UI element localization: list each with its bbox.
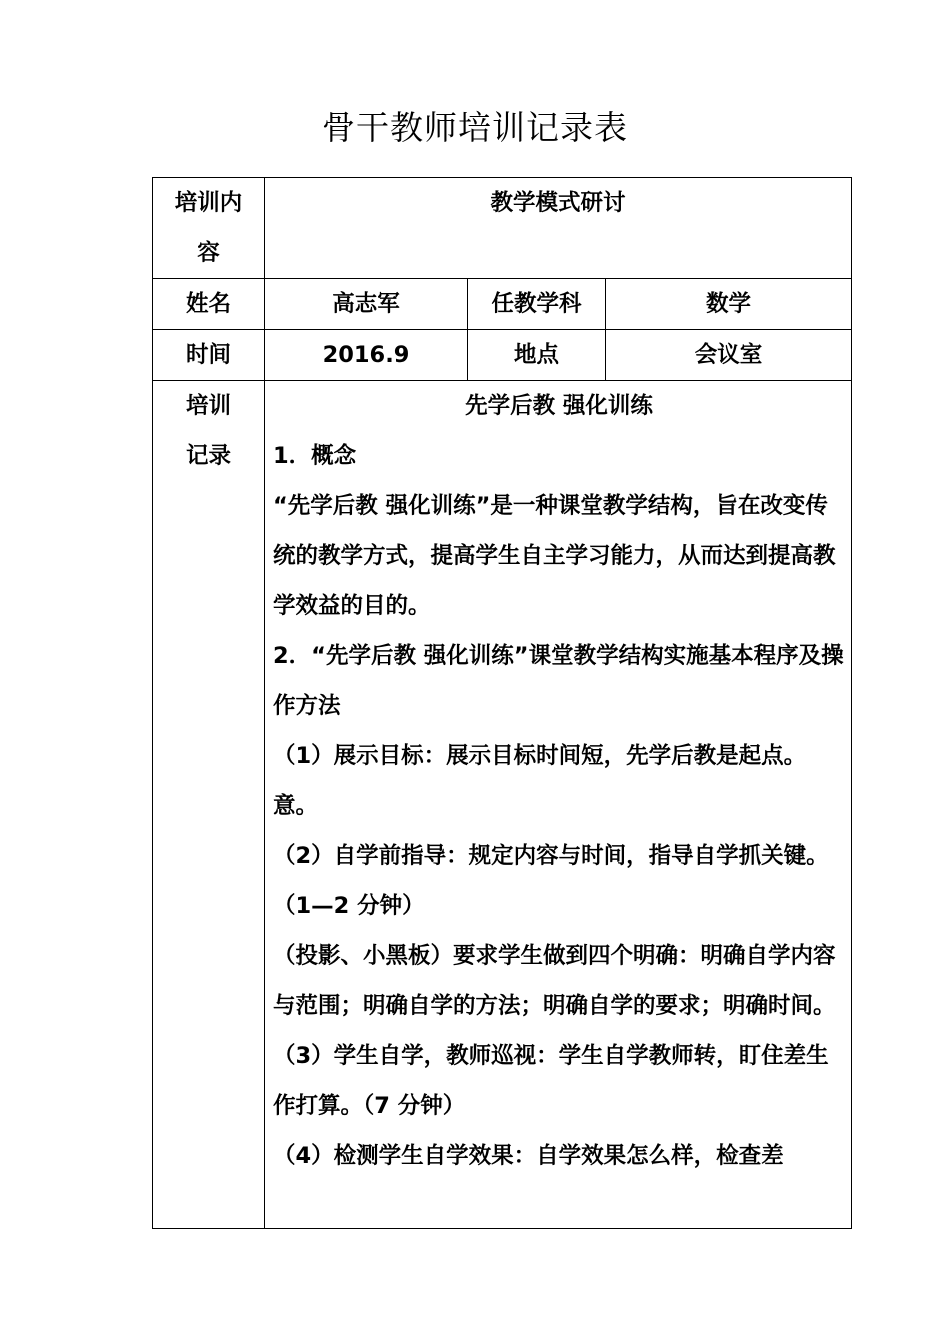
place-value: 会议室 [606, 330, 852, 381]
record-label: 培训记录 [185, 393, 231, 469]
training-record-table [152, 177, 852, 1229]
subject-value: 数学 [606, 279, 852, 330]
record-line: “先学后教 强化训练”是一种课堂教学结构，旨在改变传统的教学方式，提高学生自主学习能力，从而达到提高教学效益的目的。 [273, 493, 836, 619]
record-line: 2．“先学后教 强化训练”课堂教学结构实施基本程序及操作方法 [273, 643, 844, 719]
record-heading: 先学后教 强化训练 [465, 393, 653, 419]
record-label-cell [153, 381, 265, 1229]
place-label: 地点 [468, 330, 606, 381]
content-value: 教学模式研讨 [265, 178, 852, 279]
record-line: （4）检测学生自学效果：自学效果怎么样，检查差 [273, 1143, 784, 1169]
page-title: 骨干教师培训记录表 [322, 108, 628, 147]
content-label: 培训内容 [174, 190, 243, 266]
record-line: 1．概念 [273, 443, 357, 469]
name-row [153, 279, 852, 330]
record-body [265, 381, 852, 1229]
record-row [153, 381, 852, 1229]
record-line: （1）展示目标：展示目标时间短，先学后教是起点。意。 [273, 743, 807, 819]
name-label: 姓名 [153, 279, 265, 330]
name-value: 高志军 [265, 279, 468, 330]
content-row [153, 178, 852, 279]
subject-label: 任教学科 [468, 279, 606, 330]
time-value: 2016.9 [265, 330, 468, 381]
time-row [153, 330, 852, 381]
record-line: （投影、小黑板）要求学生做到四个明确：明确自学内容与范围；明确自学的方法；明确自学的要求；明确时间。 [273, 943, 836, 1019]
content-label-cell [153, 178, 265, 279]
time-label: 时间 [153, 330, 265, 381]
record-line: （2）自学前指导：规定内容与时间，指导自学抓关键。（1—2 分钟） [273, 843, 829, 919]
record-line: （3）学生自学，教师巡视：学生自学教师转，盯住差生作打算。（7 分钟） [273, 1043, 829, 1119]
